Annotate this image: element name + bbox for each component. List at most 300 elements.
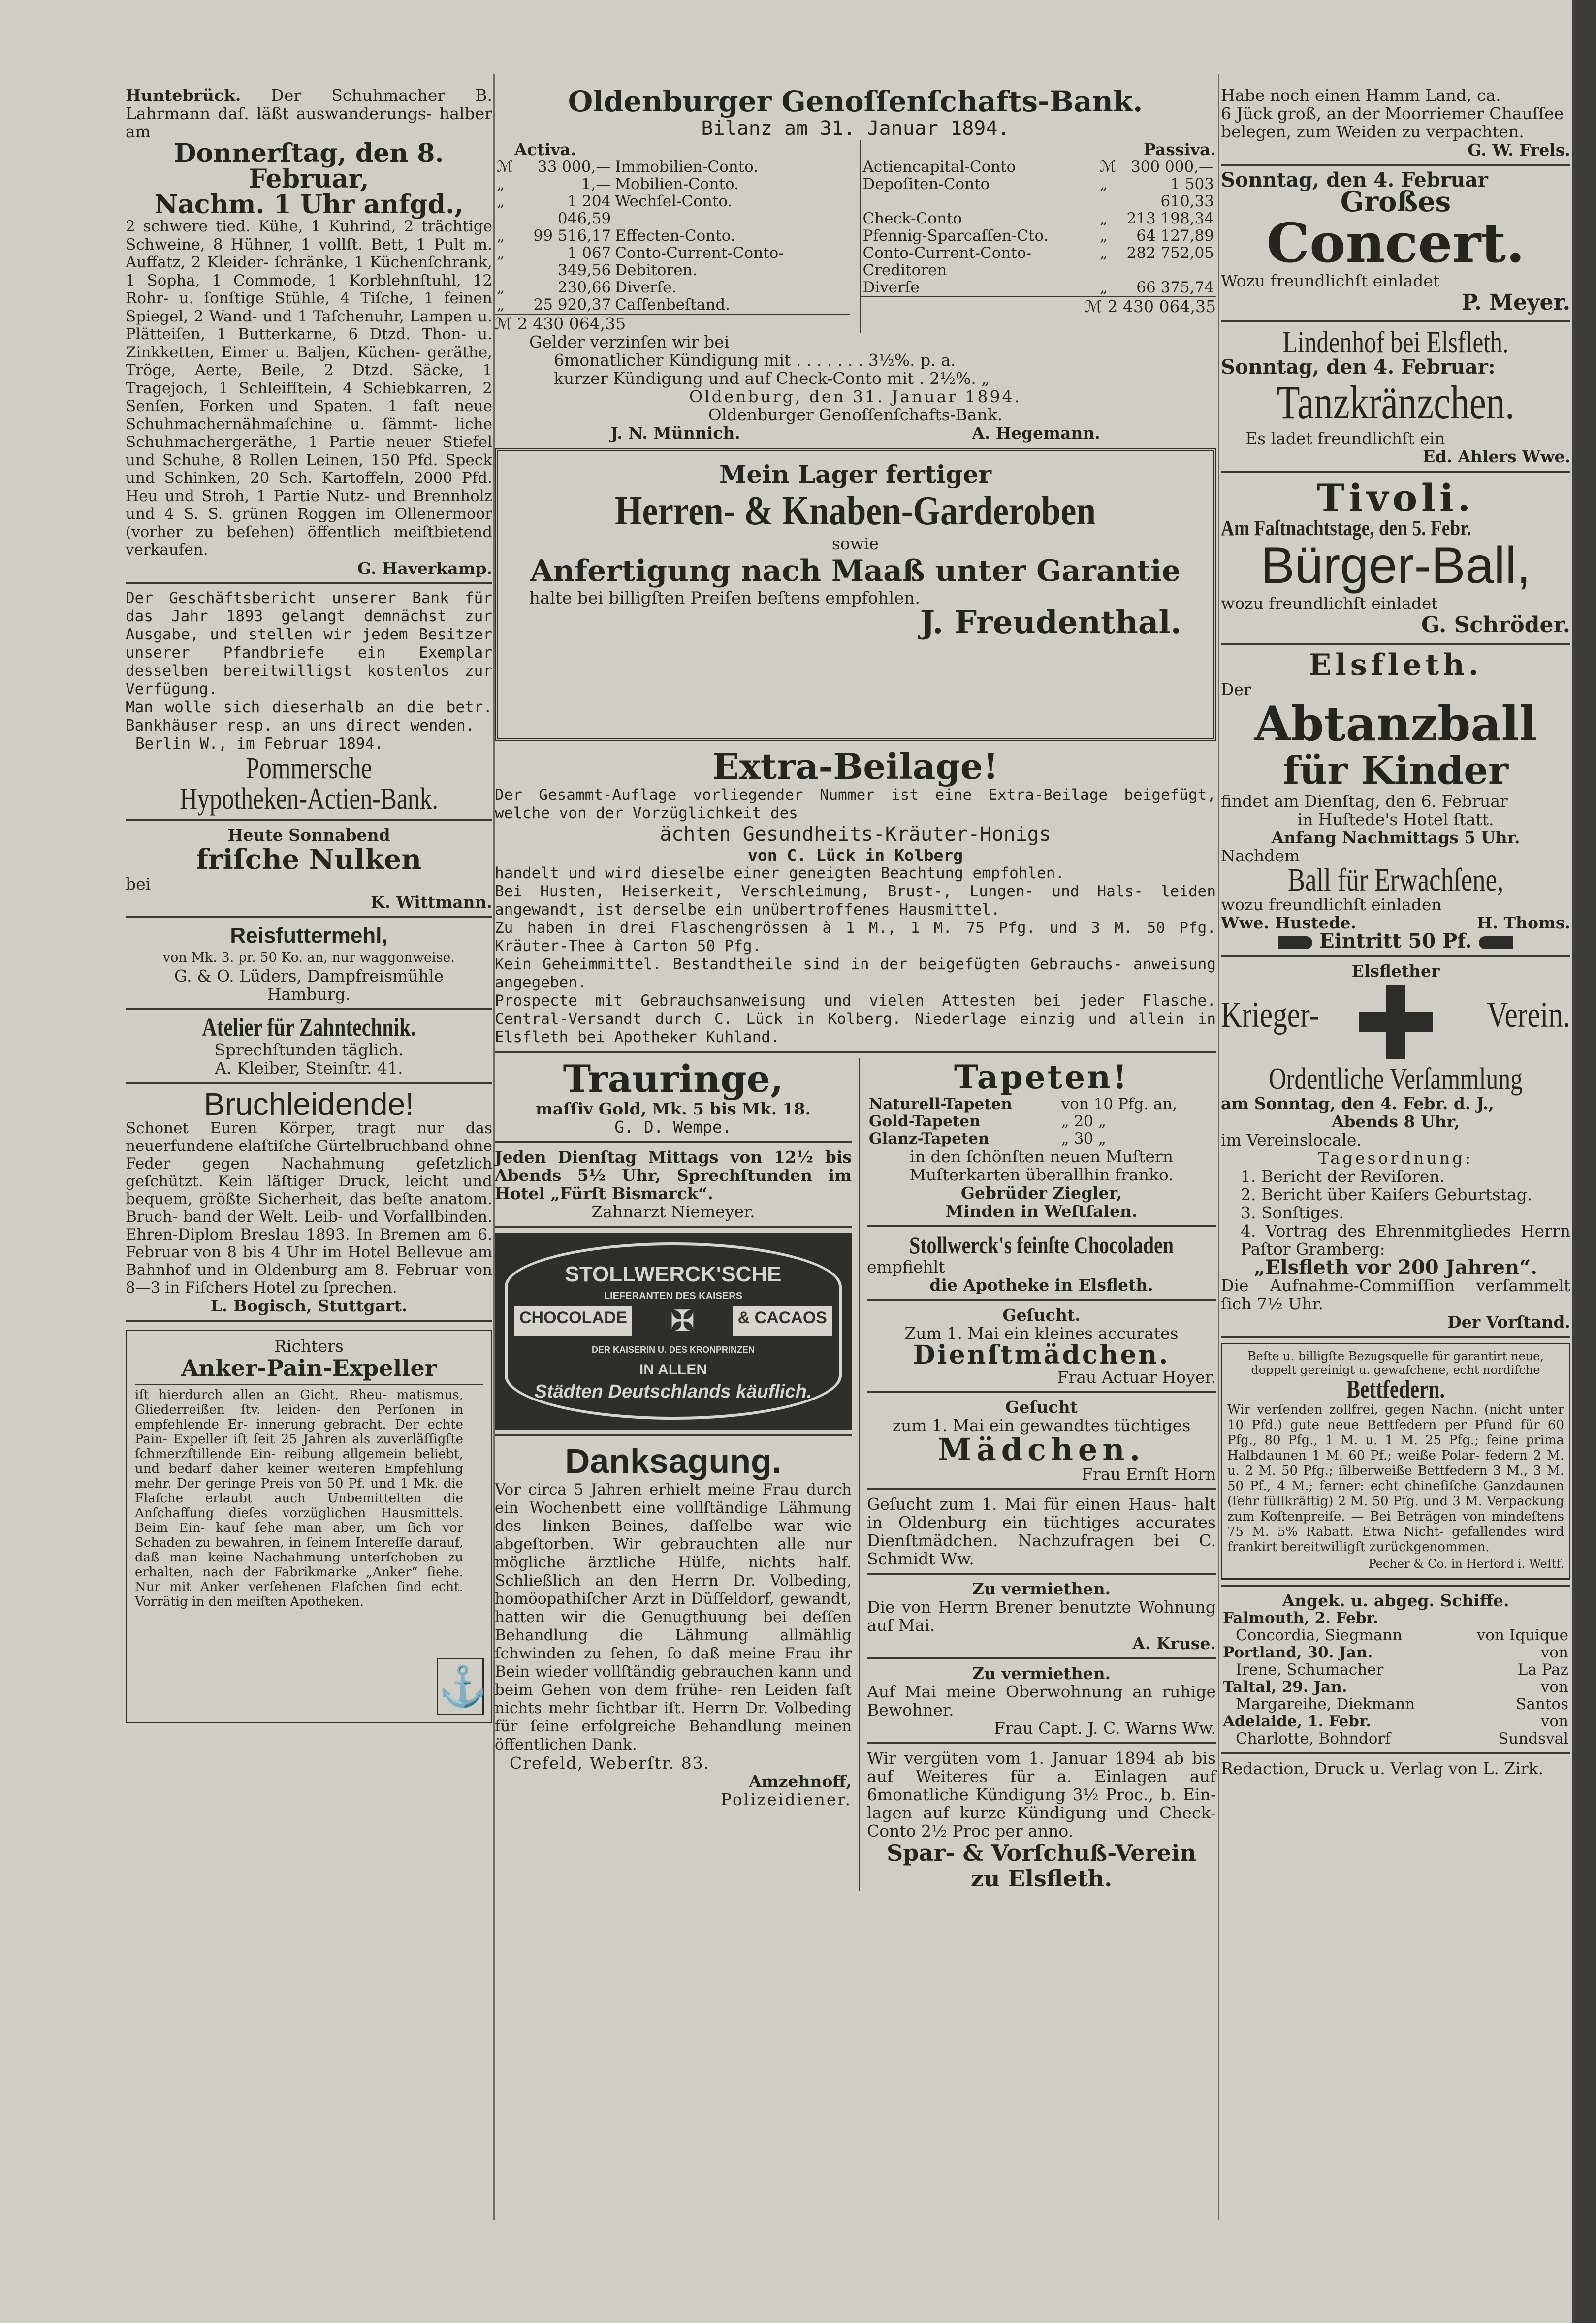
abtanz-kinder: für Kinder	[1283, 748, 1508, 793]
freud-sowie: sowie	[831, 534, 879, 553]
abtanz-adults: Ball für Erwachſene,	[1287, 862, 1504, 898]
passiva-row	[861, 245, 1216, 279]
expeller-rule	[135, 1384, 483, 1385]
krieger-time: Abends 8 Uhr,	[1331, 1112, 1460, 1131]
frels-l2: 6 Jück groß, an der Moorriemer Chauſſee	[1221, 104, 1564, 123]
tap-kind: Glanz-Tapeten	[869, 1130, 990, 1147]
divider	[867, 1225, 1216, 1227]
activa-row	[495, 245, 850, 279]
page-edge-shadow	[1572, 0, 1596, 2323]
logo-in-allen: IN ALLEN	[639, 1362, 707, 1378]
passiva-row	[861, 279, 1216, 296]
currency: „	[1099, 244, 1108, 262]
signature-hegemann: A. Hegemann.	[972, 423, 1100, 443]
wittmann-sign: K. Wittmann.	[371, 892, 492, 912]
amount: 99 516,17	[533, 227, 611, 245]
interest-short: kurzer Kündigung und auf Check-Conto mit . 2½%. „	[554, 369, 990, 388]
krieger-talk: „Elsfleth vor 200 Jahren“.	[1253, 1256, 1538, 1279]
divider	[1221, 643, 1570, 645]
ad-bruchband	[126, 1086, 492, 1315]
divider	[867, 1573, 1216, 1575]
abtanz-title: Abtanzball	[1254, 696, 1537, 752]
currency: „	[1099, 210, 1108, 227]
ad-trauringe	[495, 1058, 852, 1136]
gesucht1-l1: Zum 1. Mai ein kleines accurates	[904, 1324, 1179, 1343]
divider	[867, 1391, 1216, 1393]
account: Conto-Current-Conto- Debitoren.	[615, 244, 784, 279]
trau-price: maſſiv Gold, Mk. 5 bis Mk. 18.	[536, 1099, 811, 1118]
activa-row	[495, 279, 850, 296]
middle-split	[495, 1058, 1216, 1891]
freud-line4: Anfertigung nach Maaß unter Garantie	[530, 554, 1181, 588]
ships-title: Angek. u. abgeg. Schiffe.	[1282, 1591, 1509, 1610]
ship-cell: von	[1540, 1644, 1568, 1661]
bank-report-text-2: Man wolle sich dieserhalb an die betr. Bankhäuser resp. an uns direct wenden.	[126, 698, 492, 734]
extra-p4: handelt und wird dieselbe einer geneigten Beachtung empfohlen.	[495, 864, 1065, 882]
zahn-address: A. Kleiber, Steinſtr. 41.	[215, 1058, 403, 1078]
ad-zahnarzt	[495, 1148, 852, 1221]
ad-zahntechnik	[126, 1015, 492, 1077]
currency: „	[497, 244, 505, 262]
currency: „	[497, 279, 505, 296]
divider	[867, 1299, 1216, 1301]
abtanz-date: findet am Dienſtag, den 6. Februar	[1221, 792, 1508, 811]
linden-sign: Ed. Ahlers Wwe.	[1423, 447, 1570, 466]
krieger-place: im Vereinslocale.	[1221, 1130, 1362, 1149]
ship-cell: von Iquique	[1476, 1626, 1568, 1644]
frels-l1: Habe noch einen Hamm Land, ca.	[1221, 86, 1501, 105]
dank-place: Crefeld, Weberſtr. 83.	[510, 1753, 710, 1773]
ship-cell: Adelaide, 1. Febr.	[1223, 1713, 1372, 1730]
tap-title: Tapeten!	[954, 1058, 1129, 1096]
zahn-hours: Sprechſtunden täglich.	[214, 1040, 404, 1059]
amount: 25 920,37	[533, 296, 611, 314]
krieger-l2: Verein.	[1487, 995, 1570, 1035]
column-middle	[495, 86, 1216, 1891]
verm2-l1: Auf Mai meine Oberwohnung an ruhige Bewohner.	[867, 1682, 1216, 1719]
amount: 230,66	[557, 279, 611, 296]
ad-sparverein	[867, 1749, 1216, 1891]
divider	[1221, 1585, 1570, 1587]
divider	[867, 1742, 1216, 1744]
abtanz-der: Der	[1221, 680, 1251, 699]
currency: „	[1099, 279, 1108, 296]
wittmann-day: Heute Sonnabend	[227, 825, 390, 845]
tap-kind: Naturell-Tapeten	[869, 1095, 1012, 1113]
divider	[126, 1320, 492, 1322]
freud-sign: J. Freudenthal.	[920, 604, 1181, 641]
balance-signatures	[495, 424, 1216, 442]
tivoli-ball: Bürger-Ball,	[1260, 537, 1531, 594]
amount: 213 198,34	[1126, 210, 1214, 227]
zahnarzt-text: Jeden Dienſtag Mittags von 12½ bis Abends 5½ Uhr, Sprechſtunden im Hotel „Fürſt Bismarck“.	[495, 1147, 852, 1203]
ad-concert	[1221, 168, 1570, 316]
divider	[495, 1051, 1216, 1053]
ship-cell: La Paz	[1517, 1661, 1568, 1679]
activa-row	[495, 176, 850, 193]
betten-l1: Beſte u. billigſte Bezugsquelle für garantirt neue, doppelt gereinigt u. gewaſchene, echt nordiſche	[1247, 1349, 1544, 1377]
passiva-total: ℳ 2 430 064,35	[861, 296, 1216, 316]
logo-cacaos: & CACAOS	[733, 1306, 832, 1336]
ad-bettfedern	[1221, 1343, 1570, 1580]
activa-head: Activa.	[514, 140, 576, 159]
verm2-sign: Frau Capt. J. C. Warns Ww.	[994, 1718, 1216, 1738]
ship-row	[1221, 1713, 1570, 1730]
freud-line5: halte bei billigſten Preiſen beſtens empfohlen.	[529, 588, 921, 608]
ships-table	[1221, 1610, 1570, 1748]
activa-row	[495, 159, 850, 176]
passiva-table	[861, 159, 1216, 296]
ad-pain-expeller	[126, 1330, 492, 1723]
tap-price: „ 20 „	[1061, 1113, 1106, 1130]
dank-sign1: Amzehnoff,	[749, 1772, 852, 1791]
stollwerck-logo	[495, 1233, 852, 1430]
divider	[1221, 1752, 1570, 1754]
ship-cell	[1456, 1610, 1570, 1627]
ad-vermiethen-warns	[867, 1664, 1216, 1737]
ad-wittmann	[126, 826, 492, 911]
krieger-head: Elsflether	[1351, 961, 1440, 981]
ad-huntebrueck-intro: Der Schuhmacher B. Lahrmann daſ. läßt auswanderungs- halber am	[126, 86, 492, 141]
concert-sign: P. Meyer.	[1461, 290, 1570, 315]
ship-cell: Falmouth, 2. Febr.	[1223, 1609, 1378, 1627]
tap-kind: Gold-Tapeten	[869, 1113, 981, 1130]
concert-l2: Großes	[1340, 186, 1451, 218]
krieger-commission: Die Aufnahme-Commiſſion verſammelt ſich 7½ Uhr.	[1221, 1276, 1570, 1313]
tap-table	[867, 1096, 1216, 1147]
krieger-meeting: Ordentliche Verſammlung	[1269, 1062, 1523, 1096]
ad-kriegerverein	[1221, 962, 1570, 1331]
extra-p6: Zu haben in drei Flaschengrössen à 1 M., 1 M. 75 Pfg. und 3 M. 50 Pfg. Kräuter-Thee à Carton 50 Pfg.	[495, 919, 1216, 955]
passiva-row	[861, 210, 1216, 227]
currency: „	[497, 175, 505, 193]
ad-tivoli	[1221, 477, 1570, 638]
interest-6m: 6monatlicher Kündigung mit . . . . . . . 3½%. p. a.	[554, 350, 956, 370]
agenda-item: 2. Bericht über Kaiſers Geburtstag.	[1241, 1185, 1532, 1204]
spar-body: Wir vergüten vom 1. Januar 1894 ab bis auf Weiteres für a. Einlagen auf 6monatliche Kündigung 3½ Proc., b. Ein- lagen auf kurze Kündigung und Check- Conto 2½ Proc per anno.	[867, 1749, 1216, 1841]
abtanz-hotel: in Huſtede's Hotel ſtatt.	[1297, 810, 1494, 829]
ad-abtanzball	[1221, 648, 1570, 953]
tap-row	[867, 1096, 1216, 1113]
ad-frels	[1221, 86, 1570, 159]
tap-l2: Muſterkarten überallhin franko.	[909, 1165, 1174, 1184]
ad-gesucht-horn	[867, 1398, 1216, 1483]
ad-extra-beilage	[495, 747, 1216, 1047]
divider	[495, 1141, 852, 1143]
wittmann-bei: bei	[126, 874, 151, 893]
account: Diverſe.	[615, 279, 677, 296]
extra-title: Extra-Beilage!	[712, 745, 999, 787]
divider	[1221, 164, 1570, 166]
agenda-item: 4. Vortrag des Ehrenmitgliedes Herrn Paſtor Gramberg:	[1241, 1221, 1570, 1259]
divider	[1221, 471, 1570, 473]
account: Caſſenbeſtand.	[615, 296, 731, 314]
gesucht1-l2: Dienſtmädchen.	[913, 1340, 1170, 1370]
ad-freudenthal	[495, 448, 1216, 741]
ad-huntebrueck-head: Huntebrück.	[126, 86, 241, 105]
ship-row	[1221, 1610, 1570, 1627]
divider	[867, 1488, 1216, 1490]
imprint: Redaction, Druck u. Verlag von L. Zirk.	[1221, 1759, 1544, 1778]
divider	[126, 916, 492, 918]
abtanz-nachdem: Nachdem	[1221, 846, 1300, 865]
wittmann-product: friſche Nulken	[196, 843, 422, 876]
ad-danksagung	[495, 1441, 852, 1809]
frels-l3: belegen, zum Weiden zu verpachten.	[1221, 122, 1524, 141]
verm1-sign: A. Kruse.	[1132, 1634, 1216, 1653]
activa-row	[495, 296, 850, 314]
concert-title: Concert.	[1266, 211, 1525, 275]
account: Mobilien-Conto.	[615, 175, 739, 193]
bank-name-2: Hypotheken-Actien-Bank.	[180, 782, 438, 816]
abtanz-entry	[1221, 929, 1570, 953]
ad-vermiethen-kruse	[867, 1580, 1216, 1653]
ship-cell: Irene, Schumacher	[1236, 1661, 1384, 1679]
amount: 1 067 349,56	[557, 244, 611, 279]
logo-royal: DER KAISERIN U. DES KRONPRINZEN	[591, 1345, 755, 1355]
ad-huntebrueck-time: Nachm. 1 Uhr anfgd.,	[154, 190, 464, 220]
anchor-icon: ⚓	[437, 1658, 484, 1715]
ad-lindenhof	[1221, 327, 1570, 466]
reis-firm: G. & O. Lüders, Dampfreismühle	[174, 966, 444, 986]
bank-name-1: Pommersche	[246, 751, 372, 785]
passiva-head: Passiva.	[1143, 140, 1216, 159]
gesucht1-head: Geſucht.	[1002, 1305, 1081, 1325]
extra-p7: Kein Geheimmittel. Bestandtheile sind in der beigefügten Gebrauchs- anweisung angegeben.	[495, 955, 1216, 991]
stollapo-l2: die Apotheke in Elsfleth.	[929, 1275, 1153, 1295]
divider	[495, 1434, 852, 1436]
balance-subtitle: Bilanz am 31. Januar 1894.	[701, 117, 1010, 140]
ship-cell: Sundsval	[1498, 1730, 1568, 1748]
krieger-agenda-head: Tagesordnung:	[1318, 1148, 1473, 1168]
middle-left-subcol	[495, 1058, 860, 1891]
extra-p8: Prospecte mit Gebrauchsanweisung und vielen Attesten bei jeder Flasche. Central-Versandt durch C. Lück in Kolberg. Niederlage einzig und allein in Elsfleth bei Apotheker Kuhland.	[495, 992, 1216, 1046]
divider	[1221, 1336, 1570, 1338]
betten-title: Bettfedern.	[1346, 1375, 1445, 1403]
ship-cell: von	[1540, 1713, 1568, 1730]
abtanz-sign2: H. Thoms.	[1477, 913, 1570, 932]
pointing-hand-icon	[1479, 936, 1513, 949]
krieger-sign: Der Vorſtand.	[1447, 1312, 1570, 1332]
abtanz-start: Anfang Nachmittags 5 Uhr.	[1271, 828, 1520, 847]
tivoli-title: Tivoli.	[1316, 476, 1475, 520]
gesucht3-body: Geſucht zum 1. Mai für einen Haus- halt in Oldenburg ein tüchtiges accurates Dienſtmädchen. Nachzufragen bei C. Schmidt Ww.	[867, 1495, 1216, 1568]
activa-row	[495, 227, 850, 245]
linden-dance: Tanzkränzchen.	[1277, 376, 1515, 429]
linden-date: Sonntag, den 4. Februar:	[1221, 355, 1496, 379]
tap-l4: Minden in Weſtfalen.	[945, 1202, 1138, 1221]
stollapo-title: Stollwerck's feinſte Chocoladen	[909, 1231, 1174, 1259]
gesucht2-l1: zum 1. Mai ein gewandtes tüchtiges	[892, 1416, 1191, 1435]
ad-gesucht-schmidt	[867, 1495, 1216, 1568]
betten-body: Wir verſenden zollfrei, gegen Nachn. (nicht unter 10 Pfd.) gute neue Bettfedern per Pfund für 60 Pfg., 80 Pfg., 1 M. u. 1 M. 25 Pfg.; feine prima Halbdaunen 1 M. 60 Pf.; weiße Polar- federn 2 M. u. 2 M. 50 Pfg.; ſilberweiße Bettfedern 3 M., 3 M. 50 Pf., 4 M.; ferner: echt chineſiſche Ganzdaunen (ſehr füllkräftig) 2 M. 50 Pfg. und 3 M. Verpackung zum Koſtenpreiſe. — Bei Beträgen von mindeſtens 75 M. 5% Rabatt. Etwa Nicht- gefallendes wird frankirt bereitwilligſt zurückgenommen.	[1227, 1402, 1564, 1555]
zahnarzt-sign: Zahnarzt Niemeyer.	[591, 1202, 755, 1221]
column-left	[126, 86, 492, 1723]
tap-price: von 10 Pfg. an,	[1061, 1095, 1178, 1113]
ship-row	[1221, 1679, 1570, 1696]
linden-invite: Es ladet freundlichſt ein	[1245, 429, 1445, 448]
middle-right-subcol	[860, 1058, 1216, 1891]
krieger-banner	[1221, 980, 1570, 1064]
amount: 1 503 610,33	[1160, 175, 1214, 210]
pointing-hand-icon	[1278, 936, 1312, 949]
bank-report-place: Berlin W., im Februar 1894.	[135, 734, 383, 753]
currency: „	[1099, 175, 1108, 193]
column-rule-2	[1218, 74, 1219, 2220]
amount: 1,—	[581, 175, 611, 193]
ad-huntebrueck-date: Donnerſtag, den 8. Februar,	[174, 138, 444, 194]
abtanz-invite: wozu freundlichſt einladen	[1221, 895, 1442, 914]
account: Wechſel-Conto.	[615, 192, 733, 210]
freud-line2: Herren- & Knaben-Garderoben	[614, 488, 1096, 534]
extra-p1: Der Gesammt-Auflage vorliegender Nummer ist eine Extra-Beilage beigefügt, welche von der Vorzüglichkeit des	[495, 786, 1216, 822]
ad-huntebrueck-sign: G. Haverkamp.	[357, 558, 492, 578]
stollapo-l1: empfiehlt	[867, 1257, 945, 1276]
abtanz-sign1: Wwe. Hustede.	[1221, 913, 1356, 932]
abtanz-entry-text: Eintritt 50 Pf.	[1319, 929, 1472, 953]
frels-sign: G. W. Frels.	[1468, 140, 1570, 159]
ship-row	[1221, 1661, 1570, 1679]
interest-intro: Gelder verzinſen wir bei	[529, 332, 730, 351]
ad-pommersche-bank	[126, 589, 492, 814]
ship-row	[1221, 1730, 1570, 1748]
logo-chocolade: CHOCOLADE	[514, 1306, 632, 1336]
account: Immobilien-Conto.	[615, 158, 759, 176]
tap-row	[867, 1113, 1216, 1130]
account: Pfennig-Sparcaſſen-Cto.	[862, 227, 1049, 245]
eagle-icon: ✠	[670, 1304, 695, 1338]
extra-p5: Bei Husten, Heiserkeit, Verschleimung, Brust-, Lungen- und Hals- leiden angewandt, ist derselbe ein unübertroffenes Hausmittel.	[495, 883, 1216, 919]
bank-report-text: Der Geschäftsbericht unserer Bank für das Jahr 1893 gelangt demnächst zur Ausgabe, und stellen wir jedem Besitzer unserer Pfandbriefe ein Exemplar desselben bereitwilligst kostenlos zur Verfügung.	[126, 589, 492, 698]
divider	[126, 1082, 492, 1084]
ship-cell: Santos	[1516, 1695, 1568, 1713]
balance-sheet	[495, 86, 1216, 442]
tivoli-date: Am Faſtnachtstage, den 5. Febr.	[1221, 516, 1471, 540]
expeller-body: iſt hierdurch allen an Gicht, Rheu- matismus, Gliederreißen ſtv. leiden- den Perſonen in empfehlende Er- innerung gebracht. Der echte Pain- Expeller iſt ſeit 25 Jahren als zuverläſſigſte ſchmerzſtillende Ein- reibung allgemein beliebt, und bedarf daher keiner weiteren Empfehlung mehr. Der geringe Preis von 50 Pf. und 1 Mk. die Flaſche erlaubt auch Unbemittelten die Anſchaffung dieſes vorzüglichen Hausmittels. Beim Ein- kauf ſehe man aber, um ſich vor Schaden zu bewahren, in ſeinem Intereſſe darauf, daß man keine Nachahmung unterſchoben zu erhalten, nach der Fabrikmarke „Anker“ ſiehe. Nur mit Anker verſehenen Flaſchen ſind echt. Vorrätig in den meiſten Apotheken.	[135, 1387, 463, 1609]
ship-row	[1221, 1696, 1570, 1713]
verm1-l1: Die von Herrn Brener benutzte Wohnung auf Mai.	[867, 1597, 1216, 1635]
tap-l3: Gebrüder Ziegler,	[960, 1183, 1122, 1203]
reis-title: Reisfuttermehl,	[230, 923, 388, 948]
amount: 33 000,—	[537, 158, 611, 176]
balance-bankname: Oldenburger Genoſſenſchafts-Bank.	[708, 405, 1003, 424]
extra-maker: von C. Lück in Kolberg	[747, 846, 963, 865]
account: Effecten-Conto.	[615, 227, 735, 245]
tap-l1: in den ſchönſten neuen Muſtern	[910, 1147, 1173, 1166]
currency: „	[497, 192, 505, 210]
abtanz-place: Elsfleth.	[1309, 648, 1483, 682]
passiva-row	[861, 159, 1216, 176]
bruch-sign: L. Bogisch, Stuttgart.	[210, 1296, 408, 1315]
currency: „	[1099, 227, 1108, 245]
amount: 64 127,89	[1136, 227, 1214, 245]
expeller-title-1: Richters	[274, 1336, 344, 1356]
ad-stollwerck-apotheke	[867, 1232, 1216, 1294]
ad-huntebrueck	[126, 86, 492, 577]
logo-brand: STOLLWERCK'SCHE	[565, 1262, 782, 1286]
ship-cell: Margareihe, Diekmann	[1236, 1695, 1415, 1713]
trau-sign: G. D. Wempe.	[614, 1117, 732, 1137]
logo-products	[514, 1306, 832, 1336]
account: Actiencapital-Conto	[862, 158, 1016, 176]
concert-invite: Wozu freundlichſt einladet	[1221, 271, 1440, 290]
divider	[1221, 955, 1570, 957]
account: Conto-Current-Conto- Creditoren	[862, 244, 1031, 279]
gesucht2-sign: Frau Ernſt Horn	[1082, 1464, 1216, 1484]
logo-supplier: LIEFERANTEN DES KAISERS	[604, 1291, 743, 1302]
dank-title: Danksagung.	[565, 1442, 782, 1480]
tap-price: „ 30 „	[1061, 1130, 1106, 1147]
tap-row	[867, 1130, 1216, 1147]
ad-reisfuttermehl	[126, 923, 492, 1003]
concert-date: Sonntag, den 4. Februar	[1221, 168, 1488, 191]
bruch-body: Schonet Euren Körper, tragt nur das neuerfundene elaſtiſche Gürtelbruchband ohne Feder gegen Nachahmung geſetzlich geſchützt. Kein läſtiger Druck, leicht und bequem, größte Sicherheit, das beſte anatom. Bruch- band der Welt. Leib- und Vorfallbinden. Ehren-Diplom Breslau 1893. In Bremen am 6. Februar von 8 bis 4 Uhr im Hotel Bellevue am Bahnhof und in Oldenburg am 8. Februar von 8—3 in Fiſchers Hotel zu ſprechen.	[126, 1119, 492, 1297]
verm1-head: Zu vermiethen.	[972, 1579, 1111, 1598]
krieger-date: am Sonntag, den 4. Febr. d. J.,	[1221, 1094, 1494, 1113]
amount: 300 000,—	[1130, 158, 1214, 176]
account: Diverſe	[862, 279, 920, 296]
ship-cell: von	[1540, 1678, 1568, 1696]
ship-row	[1221, 1627, 1570, 1644]
shipping-news	[1221, 1591, 1570, 1778]
account: Check-Conto	[862, 210, 962, 227]
divider	[867, 1657, 1216, 1659]
freud-line1: Mein Lager fertiger	[719, 460, 991, 489]
amount: 1 204 046,59	[557, 192, 611, 227]
activa-row	[495, 193, 850, 227]
amount: 66 375,74	[1136, 279, 1214, 296]
betten-sign: Pecher & Co. in Herford i. Weſtf.	[1368, 1557, 1564, 1571]
passiva-row	[861, 176, 1216, 210]
ship-cell: Taltal, 29. Jan.	[1223, 1678, 1347, 1696]
trau-title: Trauringe,	[563, 1057, 784, 1101]
dank-sign2: Polizeidiener.	[721, 1790, 852, 1809]
divider	[126, 1008, 492, 1010]
signature-muennich: J. N. Münnich.	[610, 423, 740, 443]
passiva-row	[861, 227, 1216, 245]
divider	[126, 819, 492, 821]
account: Depoſiten-Conto	[862, 175, 990, 193]
currency: „	[497, 227, 505, 245]
zahn-title: Atelier für Zahntechnik.	[202, 1013, 416, 1042]
divider	[126, 582, 492, 584]
krieger-l1: Krieger-	[1221, 995, 1319, 1035]
ad-gesucht-hoyer	[867, 1306, 1216, 1386]
ad-huntebrueck-body: 2 schwere tied. Kühe, 1 Kuhrind, 2 trächtige Schweine, 8 Hühner, 1 vollſt. Bett, 1 Pult m. Auffatz, 2 Kleider- ſchränke, 1 Küchenſchrank, 1 Sopha, 1 Commode, 1 Korblehnſtuhl, 12 Rohr- u. ſonſtige Stühle, 4 Tiſche, 1 feinen Spiegel, 2 Wand- und 1 Taſchenuhr, Lampen u. Plätteiſen, 1 Butterkarne, 6 Dtzd. Thon- u. Zinkketten, Eimer u. Baljen, Küchen- geräthe, Tröge, Aerte, Beile, 2 Dtzd. Säcke, 1 Tragejoch, 1 Schleifſtein, 4 Schiebkarren, 2 Senſen, Forken und Spaten. 1 faſt neue Schuhmachernähmaſchine u. ſämmt- liche Schuhmachergeräthe, 1 Partie neuer Stiefel und Schuhe, 8 Rollen Leinen, 150 Pfd. Speck und Schinken, 20 Sch. Kartoffeln, 2000 Pfd. Heu und Stroh, 1 Partie Nutz- und Brennholz und 4 S. S. grünen Roggen im Ollenermoor (vorher zu beſehen) öffentlich meiſtbietend verkaufen.	[126, 218, 492, 559]
tivoli-invite: wozu freundlichſt einladet	[1221, 594, 1438, 613]
extra-product: ächten Gesundheits-Kräuter-Honigs	[660, 823, 1051, 846]
agenda-item: 3. Sonſtiges.	[1241, 1203, 1344, 1222]
dank-body: Vor circa 5 Jahren erhielt meine Frau durch ein Wochenbett eine vollſtändige Lähmung des linken Beines, daſſelbe war wie abgeſtorben. Wir gebrauchten alle nur mögliche ärztliche Hülfe, nichts half. Schließlich an den Herrn Dr. Volbeding, homöopathiſcher Arzt in Düſſeldorf, gewandt, hatten wir die Genugthuung bei deſſen Behandlung die Lähmung allmählig ſchwinden zu ſehen, ſo daß meine Frau ihr Bein wieder vollſtändig gebrauchen kann und beim Gehen von dem frühe- ren Leiden faſt nichts mehr ſichtbar iſt. Herrn Dr. Volbeding für ſeine erfolgreiche Behandlung meinen öffentlichen Dank.	[495, 1481, 852, 1753]
currency: ℳ	[1099, 158, 1116, 176]
spar-sign1: Spar- & Vorſchuß-Verein	[887, 1840, 1196, 1866]
ad-tapeten	[867, 1058, 1216, 1220]
amount: 282 752,05	[1126, 244, 1214, 262]
column-right	[1221, 86, 1570, 1778]
currency: ℳ	[497, 158, 513, 176]
spar-sign2: zu Elsfleth.	[970, 1865, 1113, 1892]
gesucht2-head: Geſucht	[1005, 1398, 1078, 1417]
divider	[495, 1226, 852, 1228]
activa-total: ℳ 2 430 064,35	[495, 314, 850, 333]
ship-cell: Portland, 30. Jan.	[1223, 1644, 1373, 1661]
logo-cities: Städten Deutschlands käuflich.	[534, 1381, 812, 1402]
tivoli-sign: G. Schröder.	[1421, 612, 1570, 637]
currency: „	[497, 296, 505, 314]
expeller-title-2: Anker-Pain-Expeller	[181, 1354, 437, 1381]
gesucht2-l2: Mädchen.	[937, 1432, 1146, 1467]
ship-row	[1221, 1644, 1570, 1661]
